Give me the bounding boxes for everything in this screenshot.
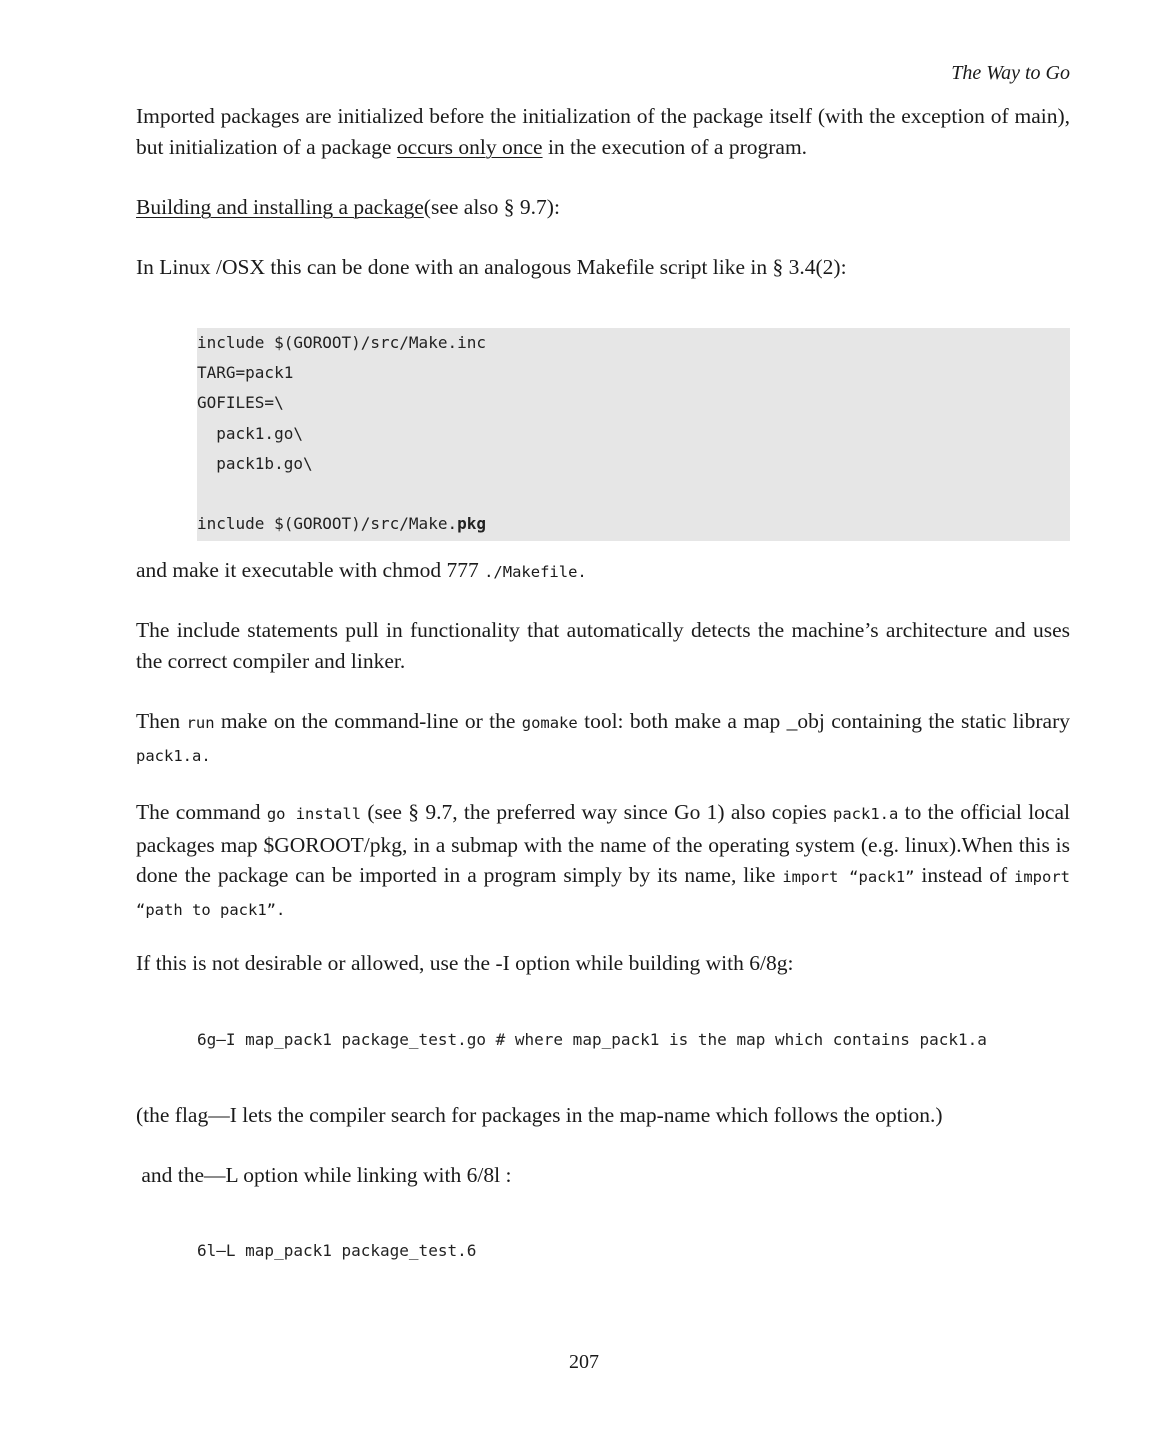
- text: The command: [136, 800, 267, 824]
- build-command-code: 6g–I map_pack1 package_test.go # where map_pack1 is the map which contains pack1.a: [197, 1030, 987, 1049]
- code-line: pack1.go\: [197, 423, 303, 443]
- paragraph-initialization: [136, 101, 1070, 162]
- section-heading-building: [136, 192, 1070, 223]
- underlined-text: occurs only once: [396, 134, 543, 159]
- text: tool: both make a map _obj containing the static library: [577, 709, 1070, 733]
- text: in the execution of a program.: [542, 134, 808, 159]
- paragraph-make: [136, 706, 1070, 771]
- code-line: GOFILES=\: [197, 393, 284, 413]
- code-line: [197, 509, 1070, 539]
- text: to the official local packages map $GOROOT/pkg, in a submap with the name of the operating system (e.g. linux).When this is done the package can be imported in a program simply by its name, like: [136, 800, 1070, 887]
- text: (see § 9.7, the preferred way since Go 1) also copies: [361, 800, 834, 824]
- paragraph-include: The include statements pull in functionality that automatically detects the machine’s architecture and uses the correct compiler and linker.: [136, 618, 1070, 673]
- inline-code: gomake: [521, 714, 578, 732]
- text: Then: [136, 709, 187, 733]
- paragraph-l-option: and the—L option while linking with 6/8l :: [136, 1163, 512, 1187]
- text: (see also § 9.7):: [423, 195, 560, 219]
- paragraph-chmod: [136, 555, 1070, 588]
- code-line: pack1b.go\: [197, 453, 313, 473]
- code-line: TARG=pack1: [197, 363, 294, 383]
- text: instead of: [914, 863, 1014, 887]
- inline-code: import “path to pack1”.: [136, 868, 1070, 919]
- inline-code: pack1.a.: [136, 746, 211, 765]
- paragraph-flag-explanation: (the flag—I lets the compiler search for packages in the map-name which follows the option.): [136, 1103, 943, 1127]
- page-number: 207: [569, 1351, 599, 1373]
- inline-code: import “pack1”: [782, 868, 915, 886]
- running-header: The Way to Go: [951, 62, 1070, 84]
- text: make on the command-line or the: [214, 709, 522, 733]
- code-bold-text: pkg: [457, 514, 486, 534]
- code-text: include $(GOROOT)/src/Make.: [197, 514, 458, 534]
- paragraph-makefile-intro: In Linux /OSX this can be done with an analogous Makefile script like in § 3.4(2):: [136, 255, 847, 279]
- inline-code: go install: [266, 805, 362, 823]
- code-line-blank: [197, 479, 1070, 509]
- inline-code: pack1.a: [833, 805, 899, 823]
- makefile-code-block: [197, 328, 1070, 541]
- inline-code: run: [186, 714, 215, 732]
- code-line: include $(GOROOT)/src/Make.inc: [197, 333, 486, 352]
- heading-underlined: Building and installing a package: [136, 195, 424, 219]
- paragraph-i-option: If this is not desirable or allowed, use the -I option while building with 6/8g:: [136, 951, 794, 975]
- paragraph-go-install: [136, 797, 1070, 925]
- inline-code: ./Makefile.: [484, 563, 587, 581]
- text: and make it executable with chmod 777: [136, 558, 485, 582]
- text: Imported packages are initialized before the initialization of the package itself (with the exception of main), but initialization of a package: [136, 104, 1070, 159]
- link-command-code: 6l–L map_pack1 package_test.6: [197, 1241, 477, 1260]
